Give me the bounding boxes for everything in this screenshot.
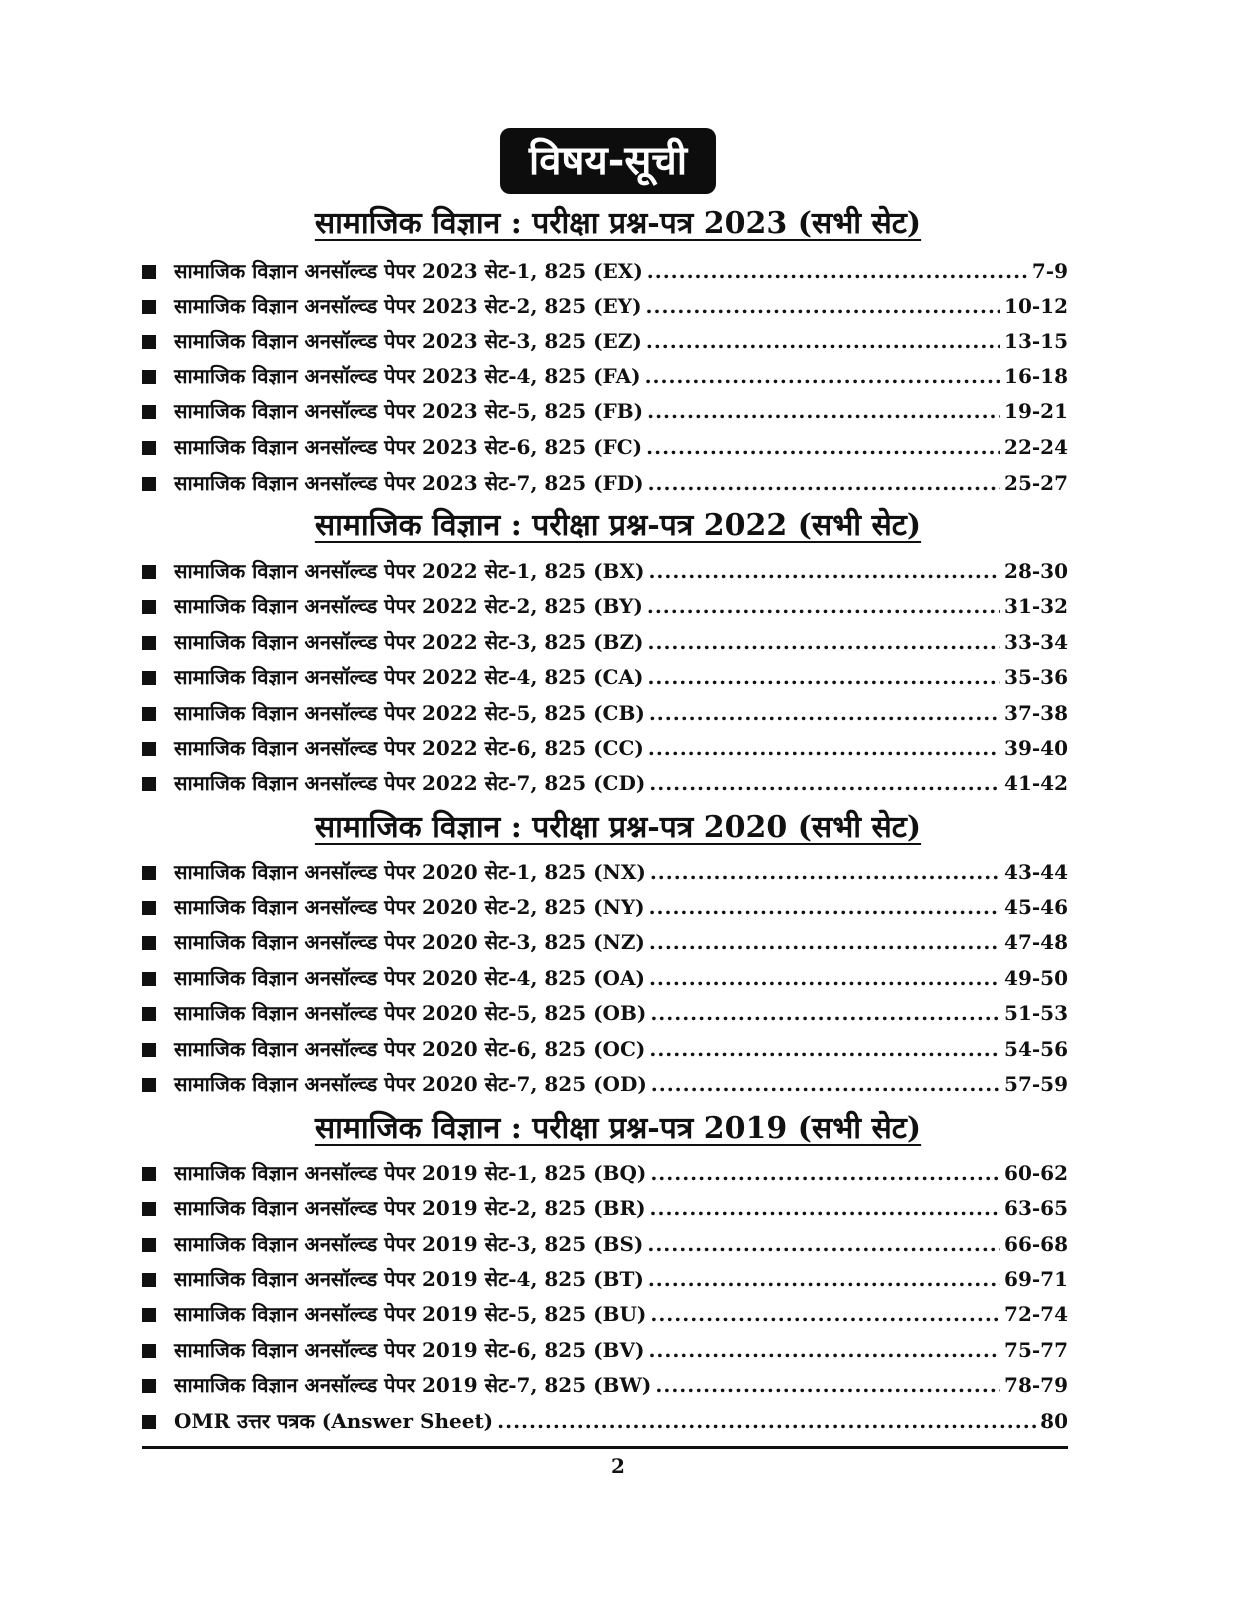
entry-title: सामाजिक विज्ञान अनसॉल्व्ड पेपर 2020 सेट-2, 825 (NY) bbox=[174, 895, 645, 919]
entry-pages: 78-79 bbox=[1004, 1373, 1068, 1397]
entry-pages: 10-12 bbox=[1004, 294, 1068, 318]
page-number: 2 bbox=[611, 1454, 625, 1478]
dot-leader bbox=[651, 1067, 1000, 1102]
toc-entry[interactable] bbox=[142, 696, 1068, 731]
entry-title: सामाजिक विज्ञान अनसॉल्व्ड पेपर 2020 सेट-5, 825 (OB) bbox=[174, 1001, 647, 1025]
entry-title: सामाजिक विज्ञान अनसॉल्व्ड पेपर 2023 सेट-3, 825 (EZ) bbox=[174, 329, 642, 353]
toc-entry[interactable] bbox=[142, 324, 1068, 359]
toc-entry[interactable] bbox=[142, 766, 1068, 801]
toc-entry[interactable] bbox=[142, 289, 1068, 324]
entry-pages: 19-21 bbox=[1004, 399, 1068, 423]
entry-pages: 13-15 bbox=[1004, 329, 1068, 353]
dot-leader bbox=[649, 1032, 1000, 1067]
entry-pages: 75-77 bbox=[1004, 1338, 1068, 1362]
entry-title: सामाजिक विज्ञान अनसॉल्व्ड पेपर 2023 सेट-7, 825 (FD) bbox=[174, 471, 644, 495]
entry-title: सामाजिक विज्ञान अनसॉल्व्ड पेपर 2023 सेट-4, 825 (FA) bbox=[174, 364, 641, 388]
square-bullet-icon bbox=[142, 1238, 156, 1252]
entry-title: सामाजिक विज्ञान अनसॉल्व्ड पेपर 2019 सेट-1, 825 (BQ) bbox=[174, 1161, 647, 1185]
entry-title: सामाजिक विज्ञान अनसॉल्व्ड पेपर 2022 सेट-7, 825 (CD) bbox=[174, 771, 646, 795]
square-bullet-icon bbox=[142, 405, 156, 419]
dot-leader bbox=[650, 855, 1000, 890]
dot-leader bbox=[647, 394, 1000, 429]
toc-entry[interactable] bbox=[142, 1067, 1068, 1102]
entry-pages: 49-50 bbox=[1004, 966, 1068, 990]
dot-leader bbox=[650, 1156, 1000, 1191]
entry-title: सामाजिक विज्ञान अनसॉल्व्ड पेपर 2019 सेट-2, 825 (BR) bbox=[174, 1196, 646, 1220]
entry-pages: 39-40 bbox=[1004, 736, 1068, 760]
toc-entry[interactable] bbox=[142, 589, 1068, 624]
dot-leader bbox=[649, 961, 1000, 996]
dot-leader bbox=[648, 554, 1000, 589]
entry-pages: 47-48 bbox=[1004, 930, 1068, 954]
entry-title: सामाजिक विज्ञान अनसॉल्व्ड पेपर 2019 सेट-4, 825 (BT) bbox=[174, 1267, 644, 1291]
square-bullet-icon bbox=[142, 777, 156, 791]
toc-entry[interactable] bbox=[142, 660, 1068, 695]
entry-pages: 60-62 bbox=[1004, 1161, 1068, 1185]
square-bullet-icon bbox=[142, 477, 156, 491]
toc-entry[interactable] bbox=[142, 961, 1068, 996]
toc-entry[interactable] bbox=[142, 625, 1068, 660]
entry-title: सामाजिक विज्ञान अनसॉल्व्ड पेपर 2020 सेट-1, 825 (NX) bbox=[174, 860, 646, 884]
section-heading-2023 bbox=[0, 204, 1236, 244]
square-bullet-icon bbox=[142, 901, 156, 915]
entry-pages: 33-34 bbox=[1004, 630, 1068, 654]
toc-entry[interactable] bbox=[142, 731, 1068, 766]
square-bullet-icon bbox=[142, 265, 156, 279]
entry-pages: 7-9 bbox=[1031, 259, 1068, 283]
entry-pages: 28-30 bbox=[1004, 559, 1068, 583]
toc-entry[interactable] bbox=[142, 996, 1068, 1031]
entry-pages: 37-38 bbox=[1004, 701, 1068, 725]
toc-entry[interactable] bbox=[142, 554, 1068, 589]
entry-title: सामाजिक विज्ञान अनसॉल्व्ड पेपर 2020 सेट-7, 825 (OD) bbox=[174, 1072, 647, 1096]
square-bullet-icon bbox=[142, 866, 156, 880]
toc-entry[interactable] bbox=[142, 1227, 1068, 1262]
toc-entry[interactable] bbox=[142, 1333, 1068, 1368]
dot-leader bbox=[648, 466, 1000, 501]
toc-entry[interactable] bbox=[142, 1297, 1068, 1332]
dot-leader bbox=[650, 1191, 1000, 1226]
entry-pages: 41-42 bbox=[1004, 771, 1068, 795]
square-bullet-icon bbox=[142, 1167, 156, 1181]
dot-leader bbox=[648, 731, 1000, 766]
dot-leader bbox=[647, 589, 1000, 624]
toc-entry[interactable] bbox=[142, 855, 1068, 890]
entry-title: सामाजिक विज्ञान अनसॉल्व्ड पेपर 2023 सेट-5, 825 (FB) bbox=[174, 399, 644, 423]
dot-leader bbox=[648, 625, 1001, 660]
square-bullet-icon bbox=[142, 1007, 156, 1021]
square-bullet-icon bbox=[142, 1273, 156, 1287]
entry-title: सामाजिक विज्ञान अनसॉल्व्ड पेपर 2020 सेट-3, 825 (NZ) bbox=[174, 930, 645, 954]
square-bullet-icon bbox=[142, 335, 156, 349]
dot-leader bbox=[646, 324, 1000, 359]
entry-title: सामाजिक विज्ञान अनसॉल्व्ड पेपर 2020 सेट-4, 825 (OA) bbox=[174, 966, 645, 990]
square-bullet-icon bbox=[142, 370, 156, 384]
dot-leader bbox=[646, 289, 1000, 324]
dot-leader bbox=[646, 430, 1000, 465]
square-bullet-icon bbox=[142, 1202, 156, 1216]
section-heading-2020 bbox=[0, 808, 1236, 848]
entry-title: सामाजिक विज्ञान अनसॉल्व्ड पेपर 2019 सेट-3, 825 (BS) bbox=[174, 1232, 644, 1256]
dot-leader bbox=[647, 254, 1028, 289]
square-bullet-icon bbox=[142, 1344, 156, 1358]
entry-title: सामाजिक विज्ञान अनसॉल्व्ड पेपर 2022 सेट-6, 825 (CC) bbox=[174, 736, 644, 760]
dot-leader bbox=[645, 359, 1000, 394]
section-heading-text: सामाजिक विज्ञान : परीक्षा प्रश्न-पत्र 2022 (सभी सेट) bbox=[314, 508, 922, 543]
square-bullet-icon bbox=[142, 1078, 156, 1092]
dot-leader bbox=[497, 1404, 1036, 1439]
square-bullet-icon bbox=[142, 1308, 156, 1322]
entry-pages: 69-71 bbox=[1004, 1267, 1068, 1291]
entry-title: सामाजिक विज्ञान अनसॉल्व्ड पेपर 2023 सेट-2, 825 (EY) bbox=[174, 294, 642, 318]
toc-entry[interactable] bbox=[142, 359, 1068, 394]
toc-entry[interactable] bbox=[142, 430, 1068, 465]
dot-leader bbox=[649, 925, 1000, 960]
toc-entry[interactable] bbox=[142, 466, 1068, 501]
entry-title: सामाजिक विज्ञान अनसॉल्व्ड पेपर 2022 सेट-3, 825 (BZ) bbox=[174, 630, 644, 654]
entry-title: OMR उत्तर पत्रक (Answer Sheet) bbox=[174, 1409, 494, 1433]
entry-title: सामाजिक विज्ञान अनसॉल्व्ड पेपर 2023 सेट-6, 825 (FC) bbox=[174, 435, 643, 459]
dot-leader bbox=[649, 890, 1000, 925]
entry-pages: 54-56 bbox=[1004, 1037, 1068, 1061]
entry-pages: 63-65 bbox=[1004, 1196, 1068, 1220]
entry-pages: 45-46 bbox=[1004, 895, 1068, 919]
entry-title: सामाजिक विज्ञान अनसॉल्व्ड पेपर 2022 सेट-2, 825 (BY) bbox=[174, 594, 643, 618]
toc-entry[interactable] bbox=[142, 890, 1068, 925]
entry-pages: 22-24 bbox=[1004, 435, 1068, 459]
dot-leader bbox=[650, 996, 1000, 1031]
entry-pages: 35-36 bbox=[1004, 665, 1068, 689]
toc-entry[interactable] bbox=[142, 1404, 1068, 1439]
entry-title: सामाजिक विज्ञान अनसॉल्व्ड पेपर 2019 सेट-6, 825 (BV) bbox=[174, 1338, 645, 1362]
dot-leader bbox=[647, 660, 1000, 695]
section-heading-text: सामाजिक विज्ञान : परीक्षा प्रश्न-पत्र 2019 (सभी सेट) bbox=[314, 1111, 922, 1146]
dot-leader bbox=[650, 1297, 1000, 1332]
page-title: विषय-सूची bbox=[500, 128, 716, 194]
footer-divider bbox=[142, 1446, 1068, 1449]
entry-pages: 43-44 bbox=[1004, 860, 1068, 884]
entry-title: सामाजिक विज्ञान अनसॉल्व्ड पेपर 2019 सेट-5, 825 (BU) bbox=[174, 1302, 647, 1326]
toc-entry[interactable] bbox=[142, 1368, 1068, 1403]
dot-leader bbox=[649, 696, 1000, 731]
entry-pages: 66-68 bbox=[1004, 1232, 1068, 1256]
entry-title: सामाजिक विज्ञान अनसॉल्व्ड पेपर 2022 सेट-5, 825 (CB) bbox=[174, 701, 645, 725]
entry-title: सामाजिक विज्ञान अनसॉल्व्ड पेपर 2023 सेट-1, 825 (EX) bbox=[174, 259, 643, 283]
dot-leader bbox=[649, 766, 1000, 801]
entry-title: सामाजिक विज्ञान अनसॉल्व्ड पेपर 2020 सेट-6, 825 (OC) bbox=[174, 1037, 646, 1061]
toc-entry[interactable] bbox=[142, 1191, 1068, 1226]
entry-pages: 80 bbox=[1040, 1409, 1068, 1433]
section-heading-text: सामाजिक विज्ञान : परीक्षा प्रश्न-पत्र 2023 (सभी सेट) bbox=[314, 206, 922, 241]
square-bullet-icon bbox=[142, 671, 156, 685]
entry-title: सामाजिक विज्ञान अनसॉल्व्ड पेपर 2022 सेट-1, 825 (BX) bbox=[174, 559, 645, 583]
square-bullet-icon bbox=[142, 600, 156, 614]
entry-pages: 16-18 bbox=[1004, 364, 1068, 388]
square-bullet-icon bbox=[142, 936, 156, 950]
entry-pages: 72-74 bbox=[1004, 1302, 1068, 1326]
square-bullet-icon bbox=[142, 300, 156, 314]
toc-entry[interactable] bbox=[142, 1032, 1068, 1067]
section-heading-2019 bbox=[0, 1109, 1236, 1149]
square-bullet-icon bbox=[142, 1043, 156, 1057]
section-heading-2022 bbox=[0, 506, 1236, 546]
square-bullet-icon bbox=[142, 1415, 156, 1429]
section-heading-text: सामाजिक विज्ञान : परीक्षा प्रश्न-पत्र 2020 (सभी सेट) bbox=[314, 810, 922, 845]
square-bullet-icon bbox=[142, 972, 156, 986]
entry-title: सामाजिक विज्ञान अनसॉल्व्ड पेपर 2019 सेट-7, 825 (BW) bbox=[174, 1373, 652, 1397]
toc-entry[interactable] bbox=[142, 1262, 1068, 1297]
toc-entry[interactable] bbox=[142, 925, 1068, 960]
toc-entry[interactable] bbox=[142, 254, 1068, 289]
dot-leader bbox=[648, 1333, 1000, 1368]
toc-entry[interactable] bbox=[142, 1156, 1068, 1191]
square-bullet-icon bbox=[142, 441, 156, 455]
entry-pages: 31-32 bbox=[1004, 594, 1068, 618]
entry-pages: 51-53 bbox=[1004, 1001, 1068, 1025]
square-bullet-icon bbox=[142, 742, 156, 756]
square-bullet-icon bbox=[142, 636, 156, 650]
dot-leader bbox=[648, 1262, 1000, 1297]
square-bullet-icon bbox=[142, 1379, 156, 1393]
dot-leader bbox=[647, 1227, 1000, 1262]
toc-entry[interactable] bbox=[142, 394, 1068, 429]
entry-pages: 57-59 bbox=[1004, 1072, 1068, 1096]
dot-leader bbox=[655, 1368, 1000, 1403]
square-bullet-icon bbox=[142, 707, 156, 721]
square-bullet-icon bbox=[142, 565, 156, 579]
entry-pages: 25-27 bbox=[1004, 471, 1068, 495]
entry-title: सामाजिक विज्ञान अनसॉल्व्ड पेपर 2022 सेट-4, 825 (CA) bbox=[174, 665, 644, 689]
